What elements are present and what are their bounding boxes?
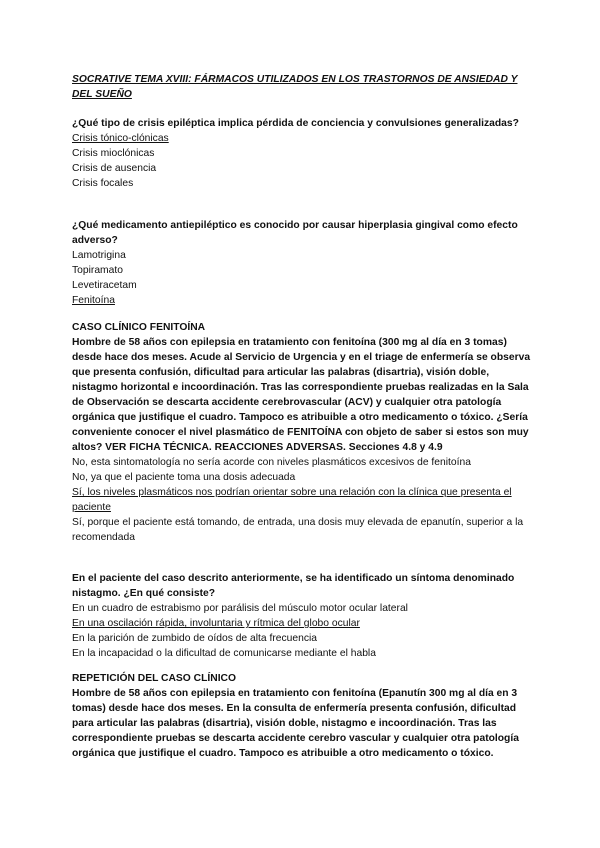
case-1-option-a: No, esta sintomatología no sería acorde con niveles plasmáticos excesivos de fenitoína	[72, 457, 471, 468]
question-2-option-b: Topiramato	[72, 265, 123, 276]
question-1-text: ¿Qué tipo de crisis epiléptica implica pérdida de conciencia y convulsiones generalizadas?	[72, 118, 519, 129]
clinical-case-1	[72, 320, 532, 545]
question-3-option-b: En una oscilación rápida, involuntaria y rítmica del globo ocular	[72, 618, 360, 629]
question-2-option-c: Levetiracetam	[72, 280, 137, 291]
question-3-text: En el paciente del caso descrito anteriormente, se ha identificado un síntoma denominado nistagmo. ¿En qué consiste?	[72, 573, 515, 599]
case-2-heading: REPETICIÓN DEL CASO CLÍNICO	[72, 673, 237, 684]
document-title: SOCRATIVE TEMA XVIII: FÁRMACOS UTILIZADOS EN LOS TRASTORNOS DE ANSIEDAD Y DEL SUEÑO	[72, 74, 518, 100]
case-1-text: Hombre de 58 años con epilepsia en tratamiento con fenitoína (300 mg al día en 3 tomas) desde hace dos meses. Acude al Servicio de Urgencia y en el triage de enfermería se observa que presenta confusión, dificultad para articular las palabras (disartria), visión doble, nistagmo horizontal e incoordinación. Tras las correspondiente pruebas realizadas en la Sala de Observación se descarta accidente cerebrovascular (ACV) y cualquier otra patología orgánica que justifique el cuadro. Tampoco es atribuible a otro medicamento o tóxico. ¿Sería conveniente conocer el nivel plasmático de FENITOÍNA con objeto de saber si estos son muy altos? VER FICHA TÉCNICA. REACCIONES ADVERSAS. Secciones 4.8 y 4.9	[72, 337, 531, 453]
question-2-text: ¿Qué medicamento antiepiléptico es conocido por causar hiperplasia gingival como efecto adverso?	[72, 220, 518, 246]
case-1-heading: CASO CLÍNICO FENITOÍNA	[72, 322, 206, 333]
question-1-option-d: Crisis focales	[72, 178, 134, 189]
question-1-option-c: Crisis de ausencia	[72, 163, 157, 174]
clinical-case-2	[72, 671, 532, 761]
question-2	[72, 218, 532, 308]
case-1-option-c: Sí, los niveles plasmáticos nos podrían orientar sobre una relación con la clínica que presenta el paciente	[72, 487, 512, 513]
question-2-option-d: Fenitoína	[72, 295, 115, 306]
question-3-option-c: En la parición de zumbido de oídos de alta frecuencia	[72, 633, 317, 644]
question-1-option-b: Crisis mioclónicas	[72, 148, 155, 159]
question-1-option-a: Crisis tónico-clónicas	[72, 133, 169, 144]
case-1-option-d: Sí, porque el paciente está tomando, de entrada, una dosis muy elevada de epanutín, superior a la recomendada	[72, 517, 524, 543]
case-2-text: Hombre de 58 años con epilepsia en tratamiento con fenitoína (Epanutín 300 mg al día en 3 tomas) desde hace dos meses. En la consulta de enfermería presenta confusión, dificultad para articular las palabras (disartria), visión doble, nistagmo e incoordinación. Tras las correspondiente pruebas se descarta accidente cerebro vascular y cualquier otra patología orgánica que justifique el cuadro. Tampoco es atribuible a otro medicamento o tóxico.	[72, 688, 519, 759]
question-3	[72, 571, 532, 661]
question-3-option-d: En la incapacidad o la dificultad de comunicarse mediante el habla	[72, 648, 376, 659]
question-1	[72, 116, 532, 191]
question-3-option-a: En un cuadro de estrabismo por parálisis del músculo motor ocular lateral	[72, 603, 408, 614]
case-1-option-b: No, ya que el paciente toma una dosis adecuada	[72, 472, 296, 483]
question-2-option-a: Lamotrigina	[72, 250, 126, 261]
